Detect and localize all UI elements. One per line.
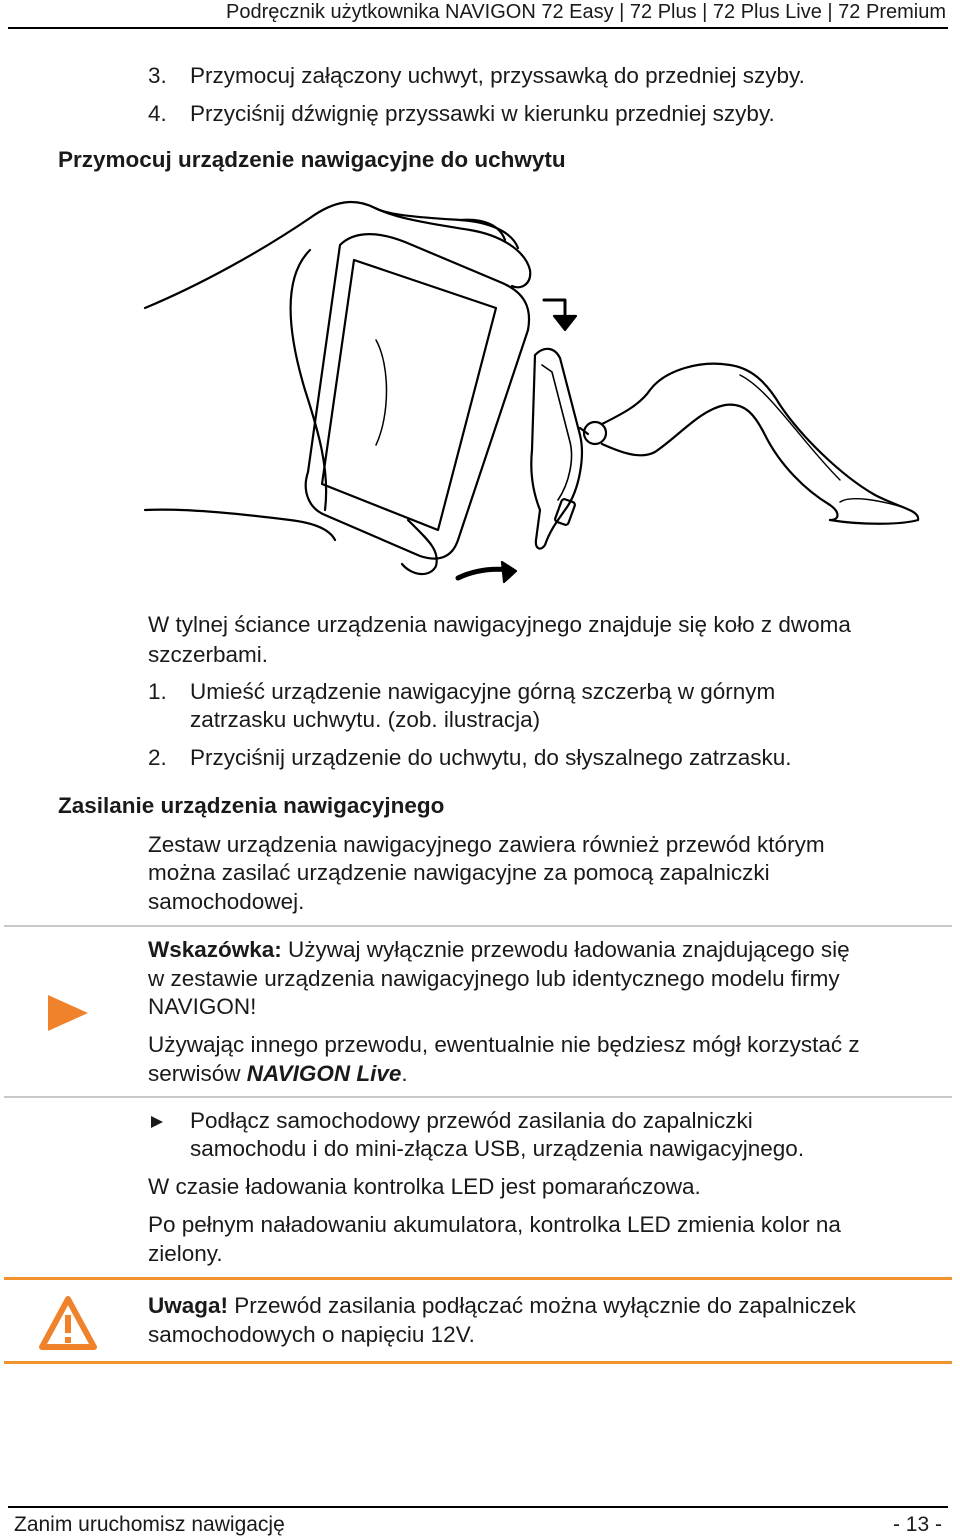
hint-line-1-text: Używaj wyłącznie przewodu ładowania znajdującego się: [281, 937, 850, 962]
hint-bottom-rule: [4, 1096, 952, 1098]
hint-line-2: w zestawie urządzenia nawigacyjnego lub identycznego modelu firmy: [148, 966, 840, 991]
navigon-live-brand: NAVIGON Live: [246, 1061, 402, 1086]
step-4-number: 4.: [148, 101, 167, 126]
footer-chapter: Zanim uruchomisz nawigację: [14, 1513, 285, 1536]
footer-page-number: - 13 -: [892, 1513, 942, 1536]
mounting-illustration: [140, 190, 940, 590]
hint-label: Wskazówka:: [148, 937, 282, 962]
mount-step-1-line-2: zatrzasku uchwytu. (zob. ilustracja): [190, 707, 541, 732]
action-bullet-icon: [150, 1115, 164, 1129]
header-rule: [8, 27, 948, 29]
led-para-1: W czasie ładowania kontrolka LED jest pomarańczowa.: [148, 1174, 701, 1199]
warning-line-1-text: Przewód zasilania podłączać można wyłącznie do zapalniczek: [228, 1293, 856, 1318]
hint-line-5-pre: serwisów: [148, 1061, 247, 1086]
step-3-text: Przymocuj załączony uchwyt, przyssawką do przedniej szyby.: [190, 63, 805, 88]
hint-line-1: [148, 935, 850, 964]
play-triangle-icon: [46, 993, 90, 1033]
action-line-1: Podłącz samochodowy przewód zasilania do zapalniczki: [190, 1108, 753, 1133]
mount-step-1-number: 1.: [148, 679, 167, 704]
power-para-line-3: samochodowej.: [148, 889, 305, 914]
hint-line-4: Używając innego przewodu, ewentualnie nie będziesz mógł korzystać z: [148, 1032, 860, 1057]
action-line-2: samochodu i do mini-złącza USB, urządzenia nawigacyjnego.: [190, 1136, 805, 1161]
mount-intro-line-2: szczerbami.: [148, 642, 269, 667]
hint-top-rule: [4, 925, 952, 927]
step-4-text: Przyciśnij dźwignię przyssawki w kierunku przedniej szyby.: [190, 101, 775, 126]
mount-step-2-line-1: Przyciśnij urządzenie do uchwytu, do słyszalnego zatrzasku.: [190, 745, 792, 770]
mount-step-2-number: 2.: [148, 745, 167, 770]
footer-rule: [8, 1506, 948, 1508]
hint-line-5: [148, 1059, 408, 1088]
section-heading-power: Zasilanie urządzenia nawigacyjnego: [58, 793, 445, 818]
step-3-number: 3.: [148, 63, 167, 88]
led-para-2-line-2: zielony.: [148, 1241, 223, 1266]
led-para-2-line-1: Po pełnym naładowaniu akumulatora, kontrolka LED zmienia kolor na: [148, 1212, 841, 1237]
warning-label: Uwaga!: [148, 1293, 229, 1318]
mount-step-1-line-1: Umieść urządzenie nawigacyjne górną szczerbą w górnym: [190, 679, 776, 704]
warning-line-2: samochodowych o napięciu 12V.: [148, 1322, 475, 1347]
warning-triangle-icon: [38, 1295, 98, 1351]
warning-bottom-rule: [4, 1361, 952, 1364]
warning-top-rule: [4, 1277, 952, 1280]
hint-line-3: NAVIGON!: [148, 994, 257, 1019]
power-para-line-2: można zasilać urządzenie nawigacyjne za pomocą zapalniczki: [148, 860, 770, 885]
mount-intro-line-1: W tylnej ściance urządzenia nawigacyjnego znajduje się koło z dwoma: [148, 612, 851, 637]
warning-line-1: [148, 1291, 856, 1320]
running-header: Podręcznik użytkownika NAVIGON 72 Easy | 72 Plus | 72 Plus Live | 72 Premium: [226, 1, 946, 23]
hint-line-5-post: .: [401, 1061, 408, 1086]
section-heading-mount: Przymocuj urządzenie nawigacyjne do uchwytu: [58, 147, 566, 172]
power-para-line-1: Zestaw urządzenia nawigacyjnego zawiera również przewód którym: [148, 832, 825, 857]
